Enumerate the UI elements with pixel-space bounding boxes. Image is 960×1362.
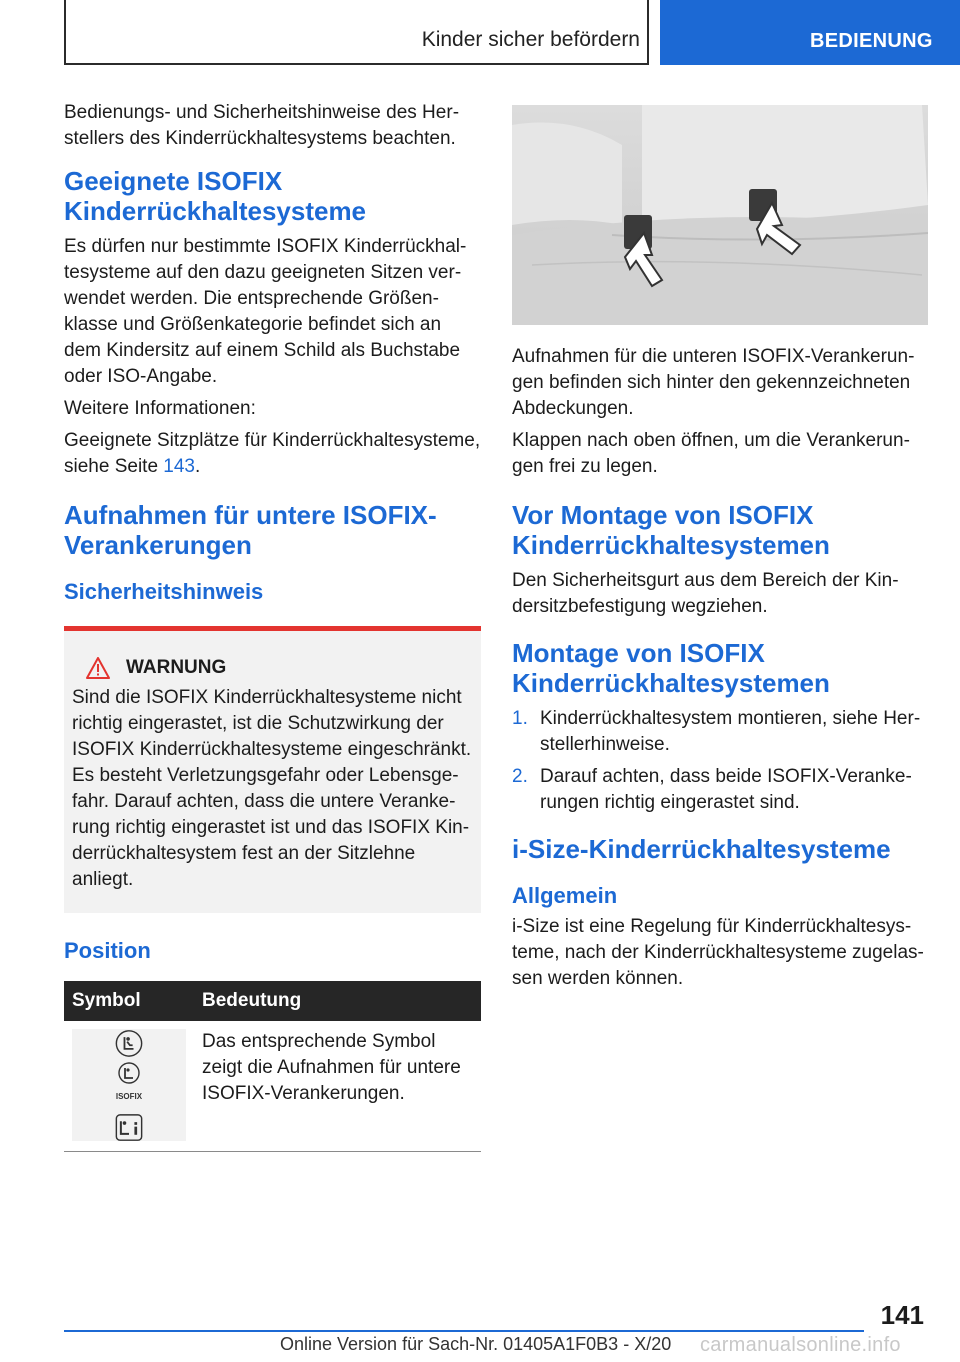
seat-reference-paragraph [64, 428, 481, 480]
step-text: Darauf achten, dass beide ISOFIX-Verankerungen richtig eingerastet sind. [540, 766, 912, 813]
table-header-meaning: Bedeutung [194, 981, 481, 1021]
warning-box [64, 626, 481, 913]
heading-position: Position [64, 938, 151, 963]
header-chapter-tab[interactable]: BEDIENUNG [660, 0, 960, 65]
step-text: Kinderrückhaltesystem montieren, siehe Herstellerhinweise. [540, 708, 921, 755]
vor-montage-paragraph: Den Sicherheitsgurt aus dem Bereich der Kindersitzbefestigung wegziehen. [512, 570, 899, 617]
online-version-text: Online Version für Sach-Nr. 01405A1F0B3 - X/20 [280, 1334, 672, 1354]
isofix-info-icon [114, 1114, 144, 1141]
list-item [512, 706, 928, 758]
isofix-seat-small-icon [116, 1062, 142, 1084]
seat-reference-text: Geeignete Sitzplätze für Kinderrückhaltesysteme, siehe Seite [64, 430, 481, 477]
page-link-143[interactable]: 143 [163, 456, 195, 477]
heading-sicherheitshinweis: Sicherheitshinweis [64, 579, 264, 604]
page-number: 141 [880, 1300, 924, 1330]
step-number: 2. [512, 766, 528, 787]
meaning-cell: Das entsprechende Symbol zeigt die Aufnahmen für untere ISOFIX-Verankerungen. [202, 1031, 461, 1104]
isofix-paragraph: Es dürfen nur bestimmte ISOFIX Kinderrückhaltesysteme auf den dazu geeigneten Sitzen verwendet werden. Die entsprechende Größenklasse und Größenkategorie befindet sich an dem Kindersitz auf einem Schild als Buchstabe oder ISO-Angabe. [64, 236, 467, 387]
symbol-table [64, 981, 481, 1152]
open-flaps-paragraph: Klappen nach oben öffnen, um die Verankerungen frei zu legen. [512, 430, 910, 477]
heading-geeignete-isofix: Geeignete ISOFIX Kinderrückhaltesysteme [64, 166, 367, 226]
isofix-child-seat-icon [113, 1029, 145, 1058]
photo-caption: Aufnahmen für die unteren ISOFIX-Verankerungen befinden sich hinter den gekennzeichneten Abdeckungen. [512, 346, 915, 419]
montage-steps [512, 706, 928, 816]
warning-triangle-icon [86, 657, 110, 679]
more-info-label: Weitere Informationen: [64, 398, 256, 419]
rear-seat-isofix-photo [512, 105, 928, 325]
warning-text: Sind die ISOFIX Kinderrückhaltesysteme nicht richtig eingerastet, ist die Schutzwirkung der ISOFIX Kinderrückhaltesysteme eingeschränkt. Es besteht Verletzungsgefahr oder Lebensgefahr. Darauf achten, dass die untere Verankerung richtig eingerastet ist und das ISOFIX Kinderrückhaltesystem fest an der Sitzlehne anliegt. [72, 687, 472, 890]
list-item [512, 764, 928, 816]
heading-vor-montage: Vor Montage von ISOFIX Kinderrückhaltesystemen [512, 500, 830, 560]
allgemein-paragraph: i-Size ist eine Regelung für Kinderrückhaltesysteme, nach der Kinderrückhaltesysteme zugelassen werden können. [512, 916, 924, 989]
table-row [64, 1021, 481, 1152]
header-section-title: Kinder sicher befördern [421, 28, 640, 51]
isofix-icon-label: ISOFIX [115, 1091, 143, 1101]
footer-divider [64, 1330, 864, 1332]
warning-label: WARNUNG [126, 657, 227, 678]
left-column [64, 100, 481, 1152]
heading-aufnahmen: Aufnahmen für untere ISOFIX-Verankerungen [64, 500, 437, 560]
table-header-symbol: Symbol [64, 981, 194, 1021]
heading-montage: Montage von ISOFIX Kinderrückhaltesystemen [512, 638, 830, 698]
heading-allgemein: Allgemein [512, 883, 618, 908]
watermark: carmanualsonline.info [700, 1334, 901, 1356]
warning-title [72, 657, 473, 679]
right-column [512, 105, 928, 998]
seat-reference-end: . [195, 456, 201, 477]
step-number: 1. [512, 708, 528, 729]
heading-i-size: i-Size-Kinderrückhaltesysteme [512, 834, 891, 864]
intro-paragraph: Bedienungs- und Sicherheitshinweise des Herstellers des Kinderrückhaltesystems beachten. [64, 102, 460, 149]
symbol-cell [64, 1021, 194, 1152]
